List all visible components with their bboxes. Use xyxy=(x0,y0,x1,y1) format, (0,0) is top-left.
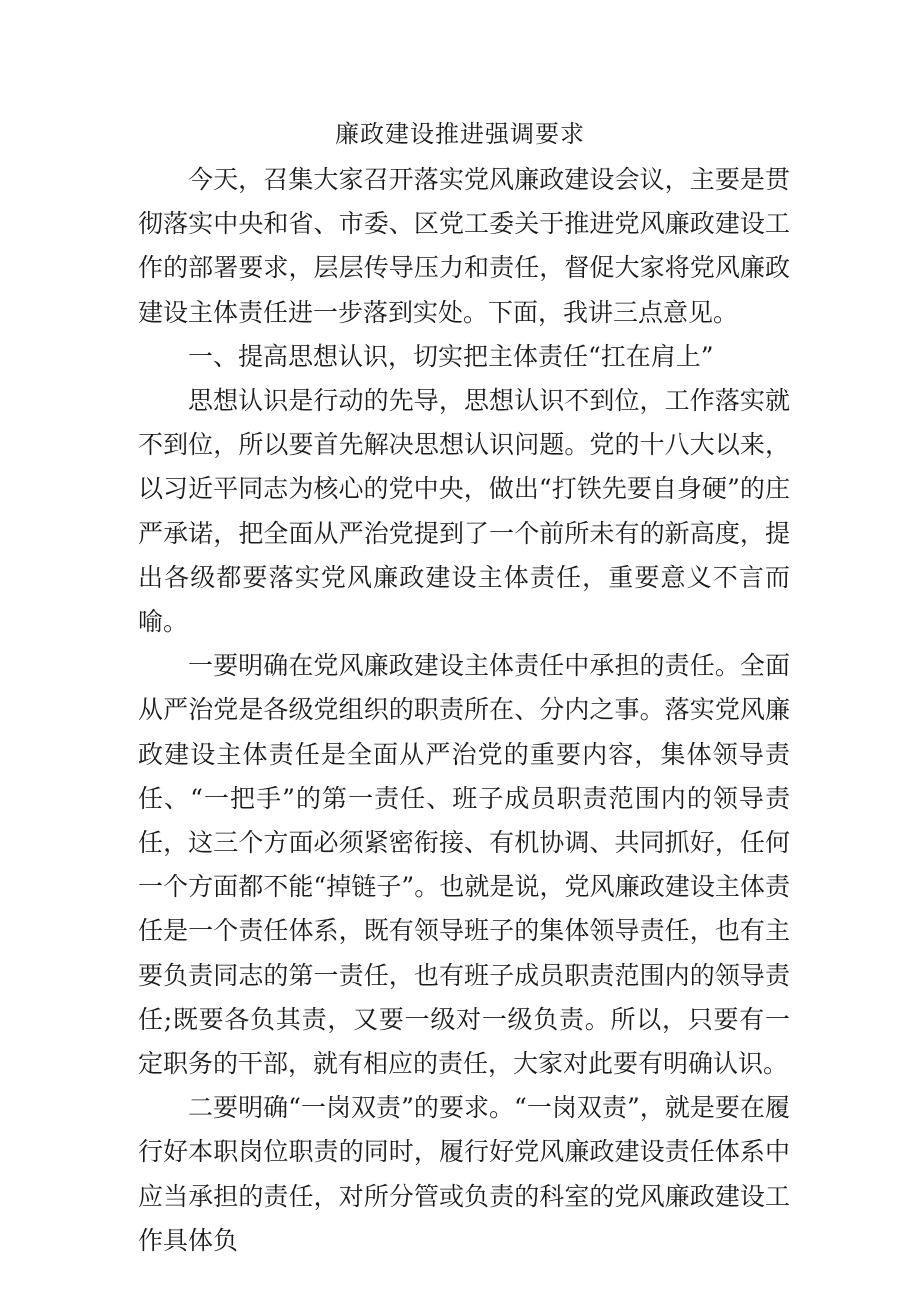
paragraph-point-2: 二要明确“一岗双责”的要求。“一岗双责”，就是要在履行好本职岗位职责的同时，履行好党风廉政建设责任体系中应当承担的责任，对所分管或负责的科室的党风廉政建设工作具体负 xyxy=(138,1093,790,1255)
paragraph-intro: 今天，召集大家召开落实党风廉政建设会议，主要是贯彻落实中央和省、市委、区党工委关于推进党风廉政建设工作的部署要求，层层传导压力和责任，督促大家将党风廉政建设主体责任进一步落到实处。下面，我讲三点意见。 xyxy=(138,165,790,327)
section-heading-1: 一、提高思想认识，切实把主体责任“扛在肩上” xyxy=(188,341,714,371)
paragraph-thinking: 思想认识是行动的先导，思想认识不到位，工作落实就不到位，所以要首先解决思想认识问题。党的十八大以来，以习近平同志为核心的党中央，做出“打铁先要自身硬”的庄严承诺，把全面从严治党提到了一个前所未有的新高度，提出各级都要落实党风廉政建设主体责任，重要意义不言而喻。 xyxy=(138,386,790,637)
paragraph-point-1: 一要明确在党风廉政建设主体责任中承担的责任。全面从严治党是各级党组织的职责所在、分内之事。落实党风廉政建设主体责任是全面从严治党的重要内容，集体领导责任、“一把手”的第一责任、班子成员职责范围内的领导责任，这三个方面必须紧密衔接、有机协调、共同抓好，任何一个方面都不能“掉链子”。也就是说，党风廉政建设主体责任是一个责任体系，既有领导班子的集体领导责任，也有主要负责同志的第一责任，也有班子成员职责范围内的领导责任;既要各负其责，又要一级对一级负责。所以，只要有一定职务的干部，就有相应的责任，大家对此要有明确认识。 xyxy=(138,651,790,1079)
document-title: 廉政建设推进强调要求 xyxy=(335,120,585,148)
document-body xyxy=(138,158,790,1263)
